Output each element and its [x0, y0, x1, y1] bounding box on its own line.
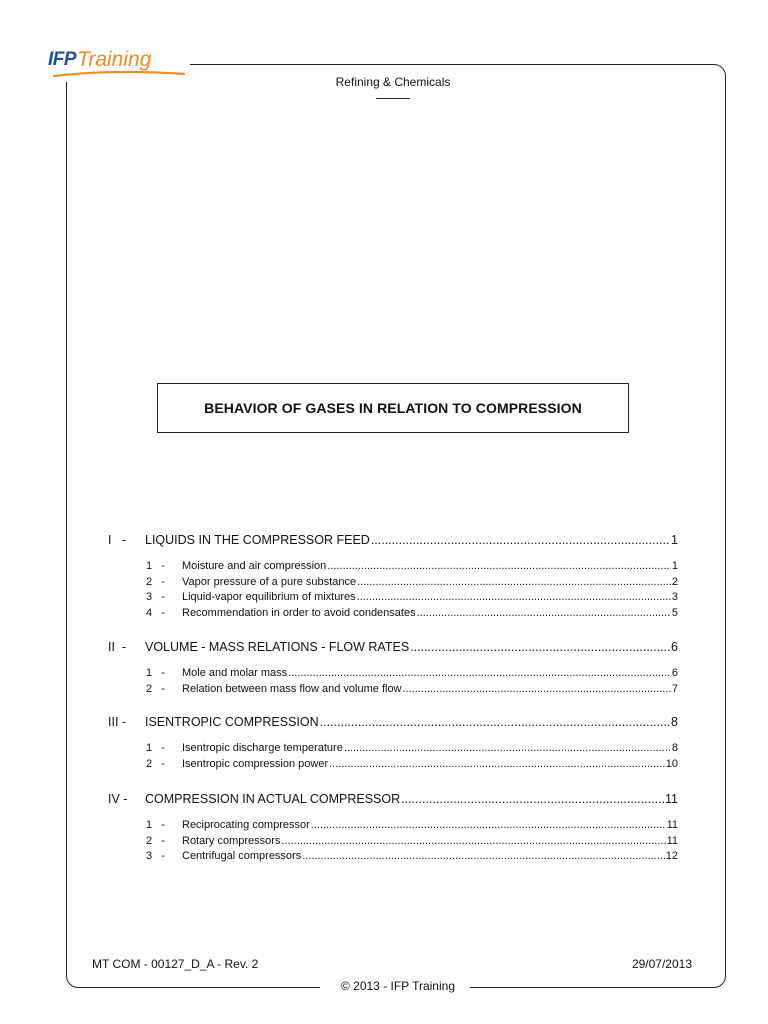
toc-leader-dots: [327, 560, 671, 572]
toc-page-number: 11: [666, 819, 678, 831]
toc-page-number: 12: [665, 850, 678, 862]
toc-leader-dots: [371, 533, 670, 547]
toc-subsection-title: Relation between mass flow and volume flow: [182, 682, 402, 695]
toc-section-number: II -: [108, 640, 127, 654]
toc-page-number: 2: [671, 575, 678, 588]
toc-leader-dots: [357, 576, 671, 588]
toc-subsection-number: 2 -: [146, 834, 165, 847]
toc-section-number: IV -: [108, 792, 128, 806]
toc-page-number: 1: [671, 533, 678, 547]
toc-subsection-title: Moisture and air compression: [182, 560, 327, 572]
toc-leader-dots: [320, 715, 670, 729]
toc-section[interactable]: [108, 715, 678, 733]
toc-subsection[interactable]: [146, 576, 678, 590]
footer-copyright: © 2013 - IFP Training: [340, 979, 455, 993]
toc-subsection-number: 1 -: [146, 742, 165, 754]
toc-subsection-title: Isentropic compression power: [182, 757, 329, 770]
toc-section-number: III -: [108, 715, 127, 729]
toc-subsection-number: 1 -: [146, 819, 165, 831]
toc-subsection-number: 1 -: [146, 560, 165, 572]
toc-leader-dots: [288, 667, 671, 679]
toc-subsection-number: 2 -: [146, 682, 165, 695]
toc-subsection[interactable]: [146, 607, 678, 621]
toc-page-number: 1: [671, 560, 678, 572]
toc-section-title: ISENTROPIC COMPRESSION: [145, 715, 319, 729]
toc-page-number: 11: [666, 834, 678, 847]
toc-page-number: 5: [671, 606, 678, 619]
toc-subsection-number: 1 -: [146, 667, 165, 679]
toc-subsection-title: Mole and molar mass: [182, 667, 288, 679]
toc-page-number: 11: [665, 792, 678, 806]
toc-page-number: 10: [665, 757, 678, 770]
header-subtitle: Refining & Chemicals: [335, 75, 451, 89]
toc-page-number: 3: [671, 591, 678, 603]
toc-leader-dots: [344, 742, 671, 754]
toc-subsection-number: 2 -: [146, 575, 165, 588]
toc-subsection[interactable]: [146, 667, 678, 681]
toc-leader-dots: [403, 683, 671, 695]
toc-page-number: 8: [671, 715, 678, 729]
toc-leader-dots: [401, 792, 664, 806]
toc-subsection[interactable]: [146, 683, 678, 697]
toc-leader-dots: [281, 835, 665, 847]
toc-subsection[interactable]: [146, 560, 678, 574]
toc-leader-dots: [417, 607, 671, 619]
toc-leader-dots: [357, 591, 671, 603]
toc-section-title: LIQUIDS IN THE COMPRESSOR FEED: [145, 533, 370, 547]
toc-subsection-number: 2 -: [146, 757, 165, 770]
toc-section[interactable]: [108, 792, 678, 810]
toc-subsection-title: Vapor pressure of a pure substance: [182, 575, 357, 588]
header-rule: [376, 98, 410, 99]
toc-leader-dots: [302, 850, 665, 862]
toc-subsection-title: Rotary compressors: [182, 834, 281, 847]
toc-page-number: 8: [671, 742, 678, 754]
toc-leader-dots: [410, 640, 670, 654]
footer-doc-ref: MT COM - 00127_D_A - Rev. 2: [92, 957, 259, 971]
toc-subsection[interactable]: [146, 850, 678, 864]
toc-section-title: VOLUME - MASS RELATIONS - FLOW RATES: [145, 640, 410, 654]
toc-section-number: I -: [108, 533, 127, 547]
toc-subsection-title: Liquid-vapor equilibrium of mixtures: [182, 591, 356, 603]
toc-page-number: 6: [671, 640, 678, 654]
toc-subsection-title: Centrifugal compressors: [182, 850, 302, 862]
toc-leader-dots: [311, 819, 666, 831]
toc-page-number: 7: [671, 682, 678, 695]
toc-subsection[interactable]: [146, 819, 678, 833]
toc-section[interactable]: [108, 533, 678, 551]
toc-subsection-title: Reciprocating compressor: [182, 819, 310, 831]
toc-subsection[interactable]: [146, 758, 678, 772]
toc-subsection[interactable]: [146, 591, 678, 605]
document-title: BEHAVIOR OF GASES IN RELATION TO COMPRESSION: [157, 383, 629, 433]
toc-subsection-title: Isentropic discharge temperature: [182, 742, 343, 754]
logo-ifp-text: IFP: [48, 49, 77, 70]
toc-page-number: 6: [671, 667, 678, 679]
toc-section[interactable]: [108, 640, 678, 658]
footer-date: 29/07/2013: [631, 957, 692, 971]
toc-subsection-number: 3 -: [146, 850, 165, 862]
toc-subsection-number: 3 -: [146, 591, 165, 603]
toc-subsection-number: 4 -: [146, 606, 165, 619]
logo-training-text: Training: [77, 48, 152, 71]
toc-subsection[interactable]: [146, 742, 678, 756]
toc-subsection[interactable]: [146, 835, 678, 849]
toc-subsection-title: Recommendation in order to avoid condensates: [182, 606, 416, 619]
toc-leader-dots: [329, 758, 665, 770]
toc-section-title: COMPRESSION IN ACTUAL COMPRESSOR: [145, 792, 401, 806]
